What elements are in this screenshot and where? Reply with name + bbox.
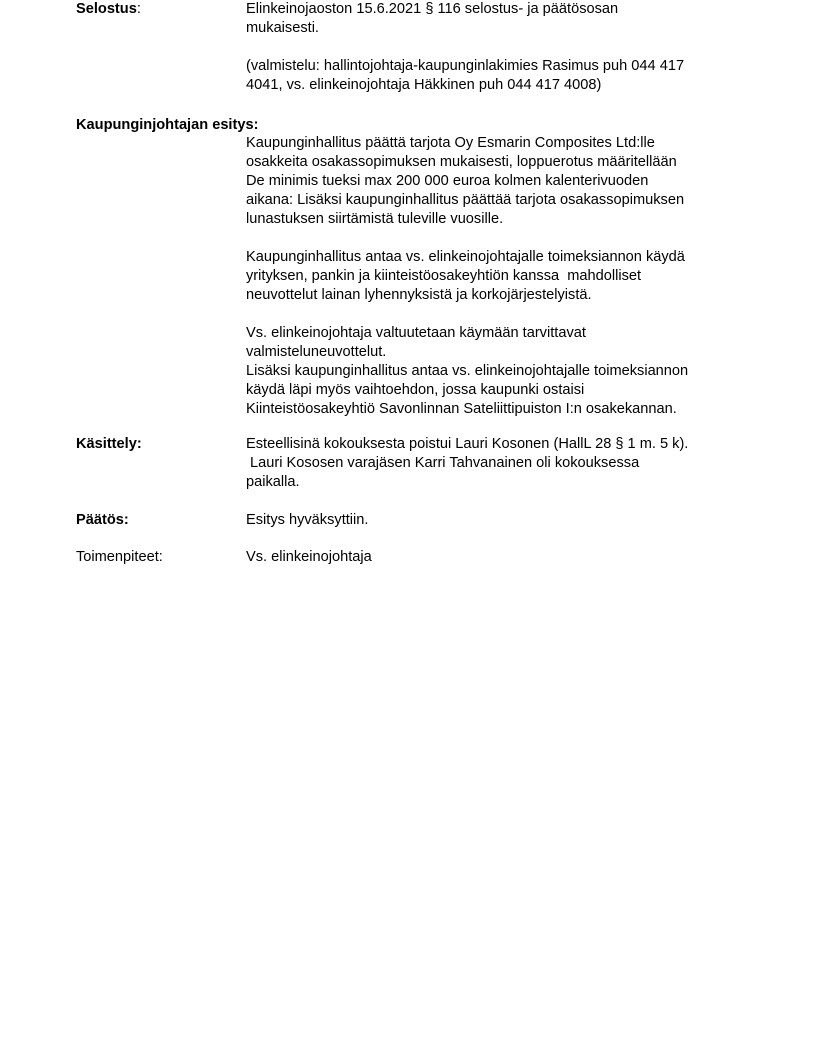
esitys-line: Vs. elinkeinojohtaja valtuutetaan käymään tarvittavat bbox=[246, 325, 586, 341]
selostus-line: mukaisesti. bbox=[246, 20, 319, 36]
esitys-line: neuvottelut lainan lyhennyksistä ja korkojärjestelyistä. bbox=[246, 287, 592, 303]
selostus-label-text: Selostus bbox=[76, 1, 137, 17]
kasittely-line: paikalla. bbox=[246, 474, 300, 490]
kasittely-content bbox=[246, 435, 746, 492]
toimenpiteet-label-text: Toimenpiteet: bbox=[76, 549, 163, 565]
valmistelu-line: 4041, vs. elinkeinojohtaja Häkkinen puh 044 417 4008) bbox=[246, 77, 602, 93]
kasittely-label bbox=[76, 435, 142, 454]
kasittely-label-text: Käsittely: bbox=[76, 436, 142, 452]
selostus-label-colon: : bbox=[136, 1, 141, 17]
esitys-line: osakkeita osakassopimuksen mukaisesti, loppuerotus määritellään bbox=[246, 154, 677, 170]
esitys-line: Kiinteistöosakeyhtiö Savonlinnan Sateliittipuiston I:n osakekannan. bbox=[246, 401, 677, 417]
esitys-line: valmisteluneuvottelut. bbox=[246, 344, 387, 360]
esitys-label bbox=[76, 116, 258, 135]
paatos-label bbox=[76, 511, 129, 530]
toimenpiteet-text: Vs. elinkeinojohtaja bbox=[246, 549, 372, 565]
esitys-line: yrityksen, pankin ja kiinteistöosakeyhtiön kanssa mahdolliset bbox=[246, 268, 642, 284]
valmistelu-line: (valmistelu: hallintojohtaja-kaupunginlakimies Rasimus puh 044 417 bbox=[246, 58, 685, 74]
esitys-line: Kaupunginhallitus antaa vs. elinkeinojohtajalle toimeksiannon käydä bbox=[246, 249, 685, 265]
esitys-line: De minimis tueksi max 200 000 euroa kolmen kalenterivuoden bbox=[246, 173, 649, 189]
selostus-label bbox=[76, 0, 141, 19]
esitys-label-text: Kaupunginjohtajan esitys: bbox=[76, 117, 259, 133]
selostus-line: Elinkeinojaoston 15.6.2021 § 116 selostus- ja päätösosan bbox=[246, 1, 619, 17]
kasittely-line: Esteellisinä kokouksesta poistui Lauri Kosonen (HallL 28 § 1 m. 5 k). bbox=[246, 436, 689, 452]
esitys-line: aikana: Lisäksi kaupunginhallitus päättää tarjota osakassopimuksen bbox=[246, 192, 685, 208]
paatos-label-text: Päätös: bbox=[76, 512, 129, 528]
esitys-line: lunastuksen siirtämistä tuleville vuosille. bbox=[246, 211, 504, 227]
esitys-content bbox=[246, 134, 746, 419]
esitys-line: Lisäksi kaupunginhallitus antaa vs. elinkeinojohtajalle toimeksiannon bbox=[246, 363, 689, 379]
selostus-content bbox=[246, 0, 746, 95]
esitys-line: käydä läpi myös vaihtoehdon, jossa kaupunki ostaisi bbox=[246, 382, 585, 398]
paatos-content bbox=[246, 511, 746, 530]
esitys-line: Kaupunginhallitus päättä tarjota Oy Esmarin Composites Ltd:lle bbox=[246, 135, 655, 151]
toimenpiteet-content bbox=[246, 548, 746, 567]
paatos-text: Esitys hyväksyttiin. bbox=[246, 512, 369, 528]
kasittely-line: Lauri Kososen varajäsen Karri Tahvanainen oli kokouksessa bbox=[246, 455, 640, 471]
toimenpiteet-label bbox=[76, 548, 163, 567]
